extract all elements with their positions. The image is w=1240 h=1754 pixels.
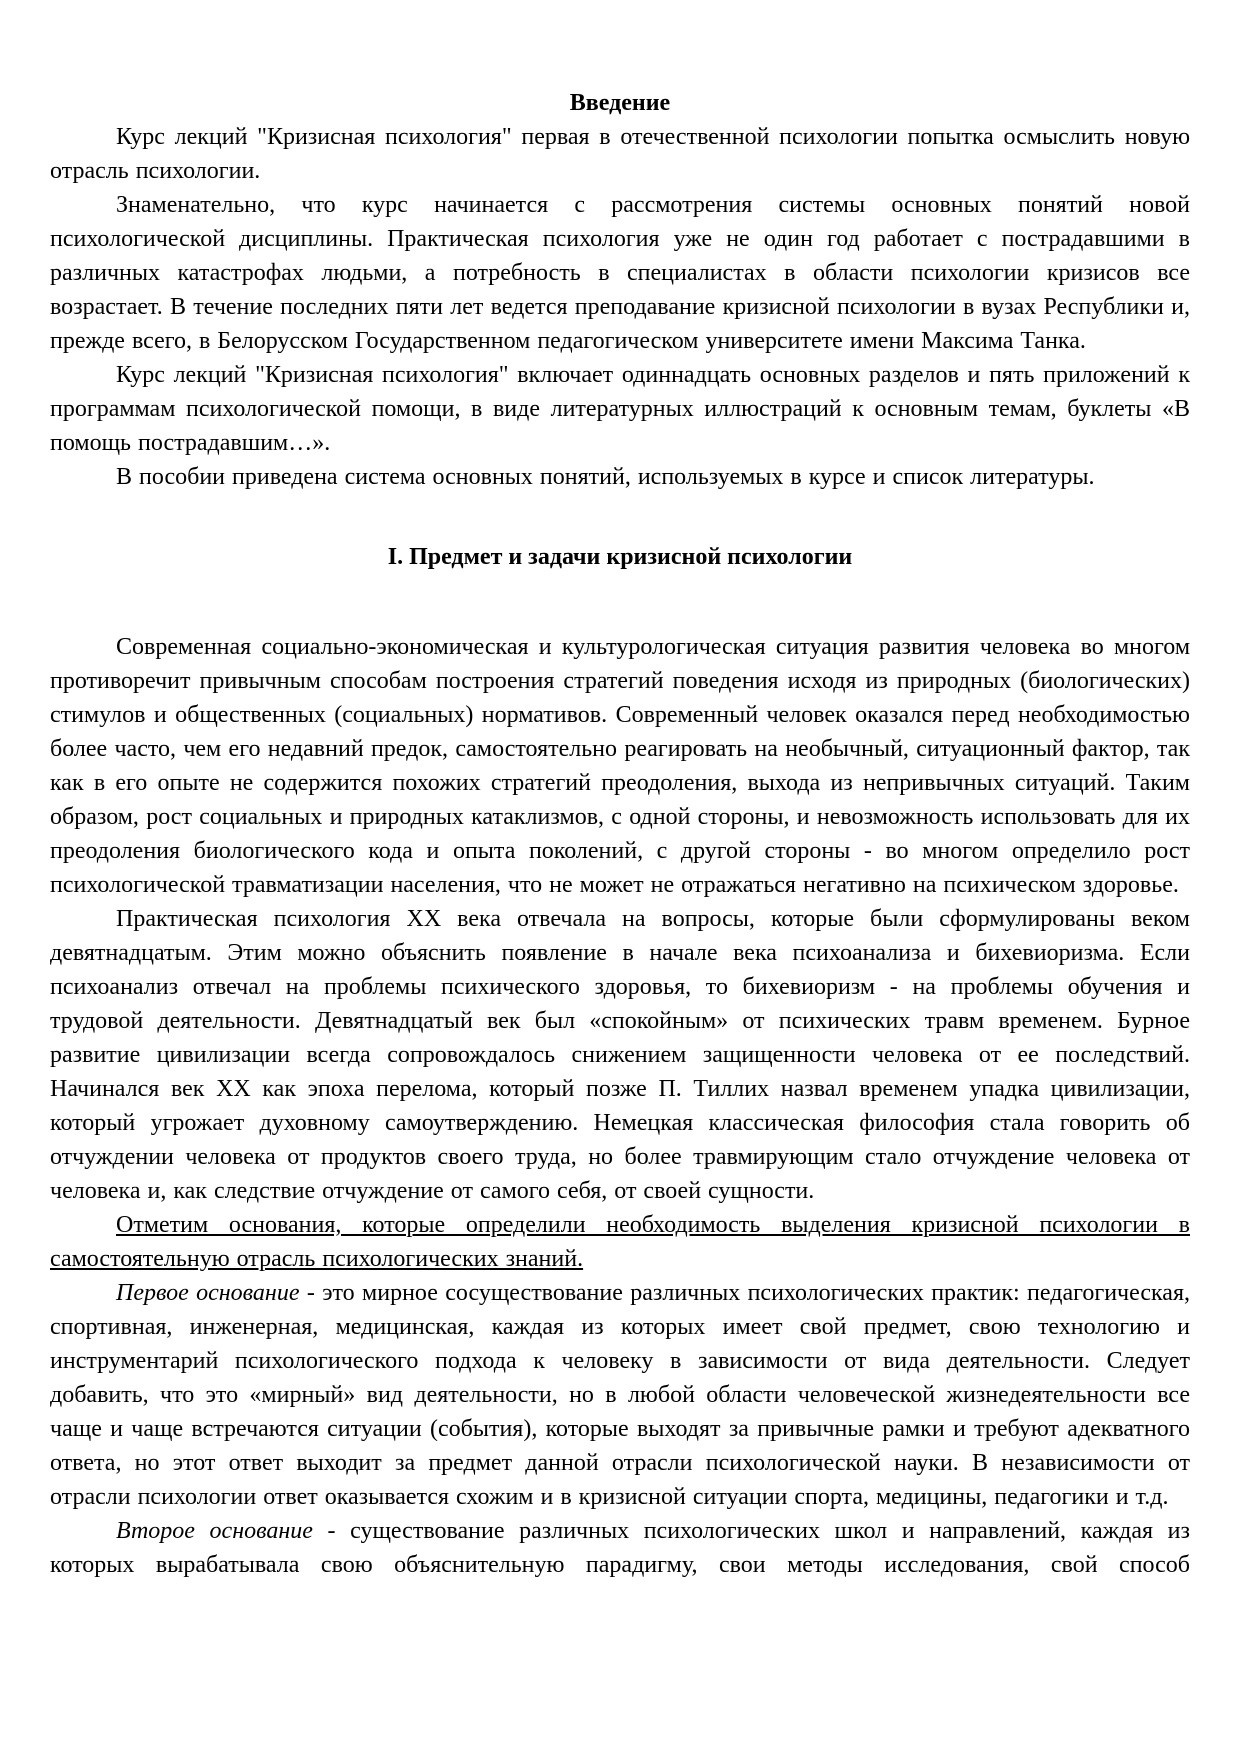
section-paragraph-4 <box>50 1276 1190 1514</box>
section-paragraph-1: Современная социально-экономическая и культурологическая ситуация развития человека во многом противоречит привычным способам построения стратегий поведения исходя из природных (биологических) стимулов и общественных (социальных) нормативов. Современный человек оказался перед необходимостью более часто, чем его недавний предок, самостоятельно реагировать на необычный, ситуационный фактор, так как в его опыте не содержится похожих стратегий преодоления, выхода из непривычных ситуаций. Таким образом, рост социальных и природных катаклизмов, с одной стороны, и невозможность использовать для их преодоления биологического кода и опыта поколений, с другой стороны - во многом определило рост психологической травматизации населения, что не может не отражаться негативно на психическом здоровье. <box>50 634 1190 898</box>
first-basis-text: - это мирное сосуществование различных психологических практик: педагогическая, спортивная, инженерная, медицинская, каждая из которых имеет свой предмет, свою технологию и инструментарий психологического подхода к человеку в зависимости от вида деятельности. Следует добавить, что это «мирный» вид деятельности, но в любой области человеческой жизнедеятельности все чаще и чаще встречаются ситуации (события), которые выходят за привычные рамки и требуют адекватного ответа, но этот ответ выходит за предмет данной отрасли психологической науки. В независимости от отрасли психологии ответ оказывается схожим и в кризисной ситуации спорта, медицины, педагогики и т.д. <box>50 1280 1190 1510</box>
section-paragraph-5 <box>50 1514 1190 1582</box>
second-basis-text: - существование различных психологических школ и направлений, каждая из которых вырабатывала свою объяснительную парадигму, свои методы исследования, свой способ <box>50 1518 1191 1578</box>
intro-title: Введение <box>569 90 671 116</box>
intro-paragraph-1: Курс лекций "Кризисная психология" первая в отечественной психологии попытка осмыслить новую отрасль психологии. <box>50 124 1190 184</box>
second-basis-italic-lead: Второе основание <box>116 1518 313 1544</box>
intro-paragraph-2: Знаменательно, что курс начинается с рассмотрения системы основных понятий новой психологической дисциплины. Практическая психология уже не один год работает с пострадавшими в различных катастрофах людьми, а потребность в специалистах в области психологии кризисов все возрастает. В течение последних пяти лет ведется преподавание кризисной психологии в вузах Республики и, прежде всего, в Белорусском Государственном педагогическом университете имени Максима Танка. <box>50 192 1190 354</box>
section-paragraph-2: Практическая психология XX века отвечала на вопросы, которые были сформулированы веком девятнадцатым. Этим можно объяснить появление в начале века психоанализа и бихевиоризма. Если психоанализ отвечал на проблемы психического здоровья, то бихевиоризм - на проблемы обучения и трудовой деятельности. Девятнадцатый век был «спокойным» от психических травм временем. Бурное развитие цивилизации всегда сопровождалось снижением защищенности человека от ее последствий. Начинался век XX как эпоха перелома, который позже П. Тиллих назвал временем упадка цивилизации, который угрожает духовному самоутверждению. Немецкая классическая философия стала говорить об отчуждении человека от продуктов своего труда, но более травмирующим стало отчуждение человека от человека и, как следствие отчуждение от самого себя, от своей сущности. <box>50 906 1190 1204</box>
first-basis-italic-lead: Первое основание <box>116 1280 300 1306</box>
section-paragraph-3-underlined: Отметим основания, которые определили необходимость выделения кризисной психологии в самостоятельную отрасль психологических знаний. <box>50 1212 1190 1272</box>
intro-paragraph-4: В пособии приведена система основных понятий, используемых в курсе и список литературы. <box>116 464 1095 490</box>
intro-paragraph-3: Курс лекций "Кризисная психология" включает одиннадцать основных разделов и пять приложений к программам психологической помощи, в виде литературных иллюстраций к основным темам, буклеты «В помощь пострадавшим…». <box>50 362 1190 456</box>
section-title: I. Предмет и задачи кризисной психологии <box>387 544 853 570</box>
